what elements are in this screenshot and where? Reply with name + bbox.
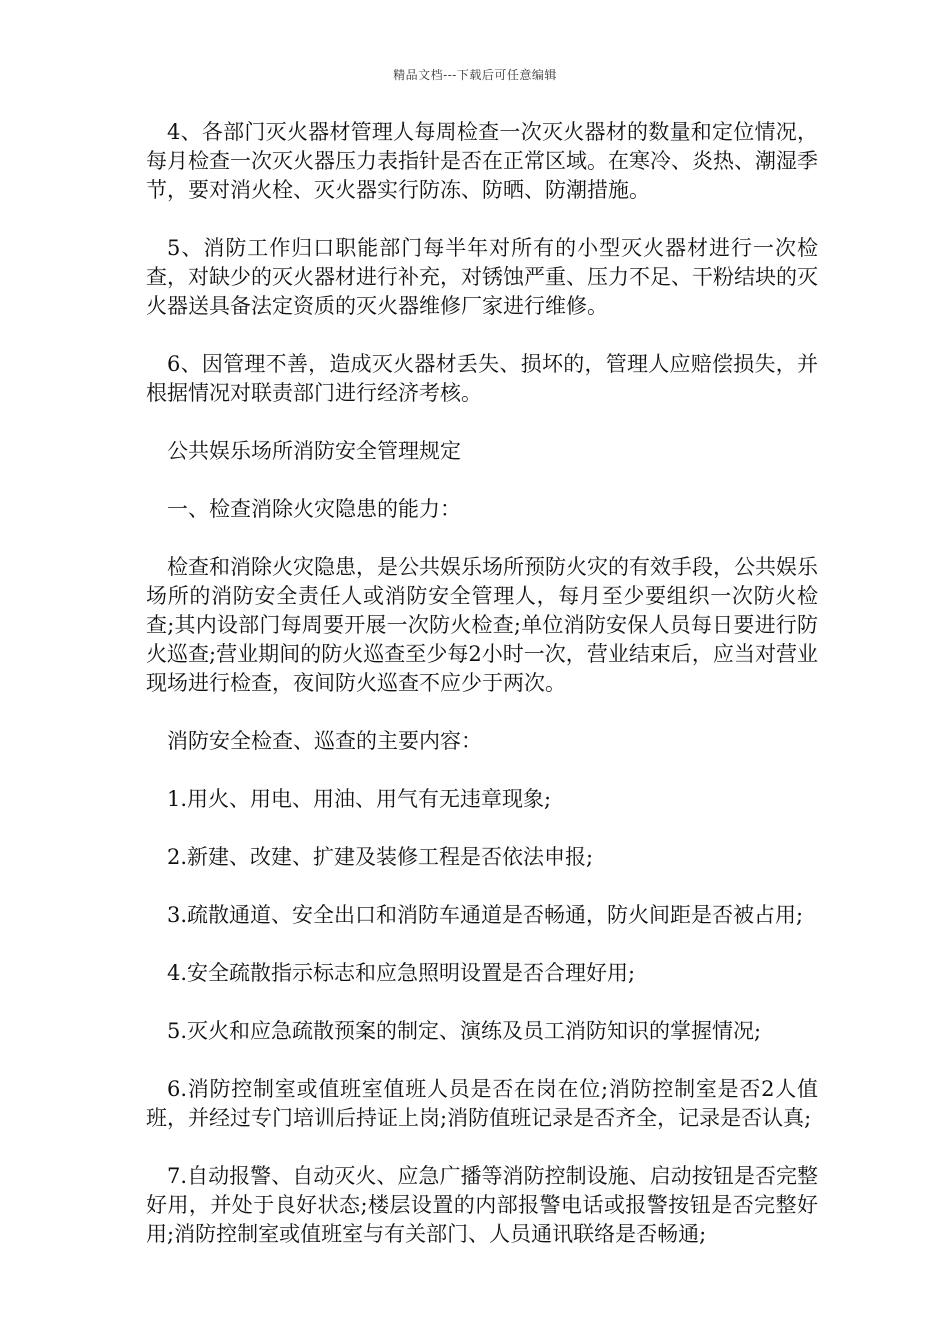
page-header: 精品文档---下载后可任意编辑	[393, 68, 557, 82]
paragraph-item-4: 4、各部门灭火器材管理人每周检查一次灭火器材的数量和定位情况，每月检查一次灭火器压力表指针是否在正常区域。在寒冷、炎热、潮湿季节，要对消火栓、灭火器实行防冻、防晒、防潮措施。	[146, 120, 818, 202]
list-heading: 消防安全检查、巡查的主要内容：	[167, 729, 482, 753]
list-item-7: 7.自动报警、自动灭火、应急广播等消防控制设施、启动按钮是否完整好用，并处于良好状态;楼层设置的内部报警电话或报警按钮是否完整好用;消防控制室或值班室与有关部门、人员通讯联络是否畅通;	[146, 1164, 818, 1246]
list-item-6: 6.消防控制室或值班室值班人员是否在岗在位;消防控制室是否2人值班，并经过专门培训后持证上岗;消防值班记录是否齐全，记录是否认真;	[146, 1077, 818, 1130]
paragraph-item-5: 5、消防工作归口职能部门每半年对所有的小型灭火器材进行一次检查，对缺少的灭火器材进行补充，对锈蚀严重、压力不足、干粉结块的灭火器送具备法定资质的灭火器维修厂家进行维修。	[146, 236, 818, 318]
section-heading-1: 一、检查消除火灾隐患的能力：	[167, 497, 461, 521]
document-body	[146, 118, 818, 1278]
list-item-4: 4.安全疏散指示标志和应急照明设置是否合理好用;	[167, 961, 636, 985]
list-item-1: 1.用火、用电、用油、用气有无违章现象;	[167, 787, 552, 811]
section-title: 公共娱乐场所消防安全管理规定	[167, 439, 461, 463]
paragraph-item-6: 6、因管理不善，造成灭火器材丢失、损坏的，管理人应赔偿损失，并根据情况对联责部门进行经济考核。	[146, 352, 818, 405]
paragraph-inspection: 检查和消除火灾隐患，是公共娱乐场所预防火灾的有效手段，公共娱乐场所的消防安全责任人或消防安全管理人，每月至少要组织一次防火检查;其内设部门每周要开展一次防火检查;单位消防安保人员每日要进行防火巡查;营业期间的防火巡查至少每2小时一次，营业结束后，应当对营业现场进行检查，夜间防火巡查不应少于两次。	[146, 555, 818, 695]
list-item-3: 3.疏散通道、安全出口和消防车通道是否畅通，防火间距是否被占用;	[167, 903, 804, 927]
list-item-2: 2.新建、改建、扩建及装修工程是否依法申报;	[167, 845, 594, 869]
list-item-5: 5.灭火和应急疏散预案的制定、演练及员工消防知识的掌握情况;	[167, 1019, 762, 1043]
